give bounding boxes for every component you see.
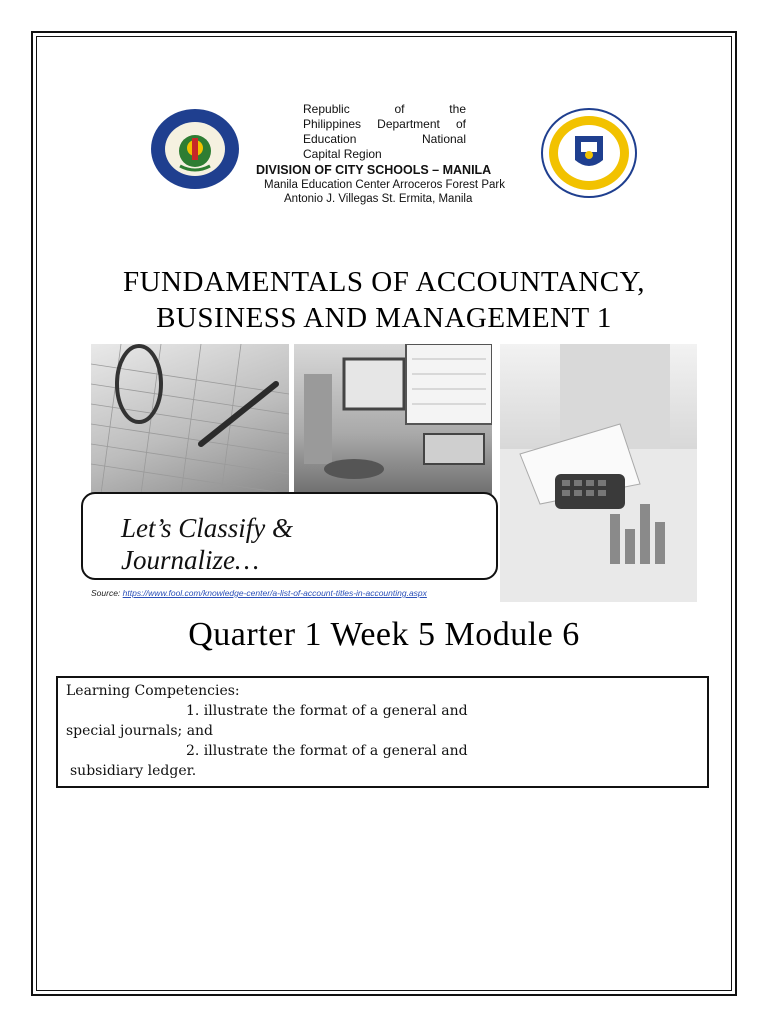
calculator-person-photo: [500, 344, 697, 602]
competency-1-line-a: 1. illustrate the format of a general and: [186, 703, 468, 719]
image-source: [91, 588, 427, 598]
republic-line-2: Philippines Department of: [303, 117, 466, 131]
source-link[interactable]: https://www.fool.com/knowledge-center/a-list-of-account-titles-in-accounting.aspx: [122, 588, 427, 598]
desk-monitor-photo: [294, 344, 492, 494]
module-label: Quarter 1 Week 5 Module 6: [188, 616, 580, 653]
competency-2-line-a: 2. illustrate the format of a general and: [186, 743, 468, 759]
competencies-title: Learning Competencies:: [66, 683, 240, 699]
competency-1-line-b: special journals; and: [66, 723, 214, 739]
republic-line-3: Education National: [303, 132, 466, 146]
callout-line-2: Journalize…: [121, 545, 259, 575]
division-name: DIVISION OF CITY SCHOOLS – MANILA: [256, 163, 492, 177]
subject-title-line-1: FUNDAMENTALS OF ACCOUNTANCY,: [122, 266, 646, 298]
source-label: Source:: [91, 588, 123, 598]
callout-text: [121, 512, 293, 576]
subject-title-line-2: BUSINESS AND MANAGEMENT 1: [156, 302, 612, 334]
competency-2-line-b: subsidiary ledger.: [70, 763, 197, 779]
deped-seal-logo: [541, 108, 637, 198]
republic-header: [303, 102, 466, 162]
division-seal-logo: [150, 108, 240, 190]
address-line-1: Manila Education Center Arroceros Forest Park: [264, 179, 505, 191]
spreadsheet-pen-photo: [91, 344, 289, 494]
republic-line-4: Capital Region: [303, 147, 382, 161]
republic-line-1: Republic of the: [303, 102, 466, 116]
topic-callout: [81, 492, 498, 580]
callout-line-1: Let’s Classify &: [121, 513, 294, 543]
address-line-2: Antonio J. Villegas St. Ermita, Manila: [284, 193, 473, 205]
